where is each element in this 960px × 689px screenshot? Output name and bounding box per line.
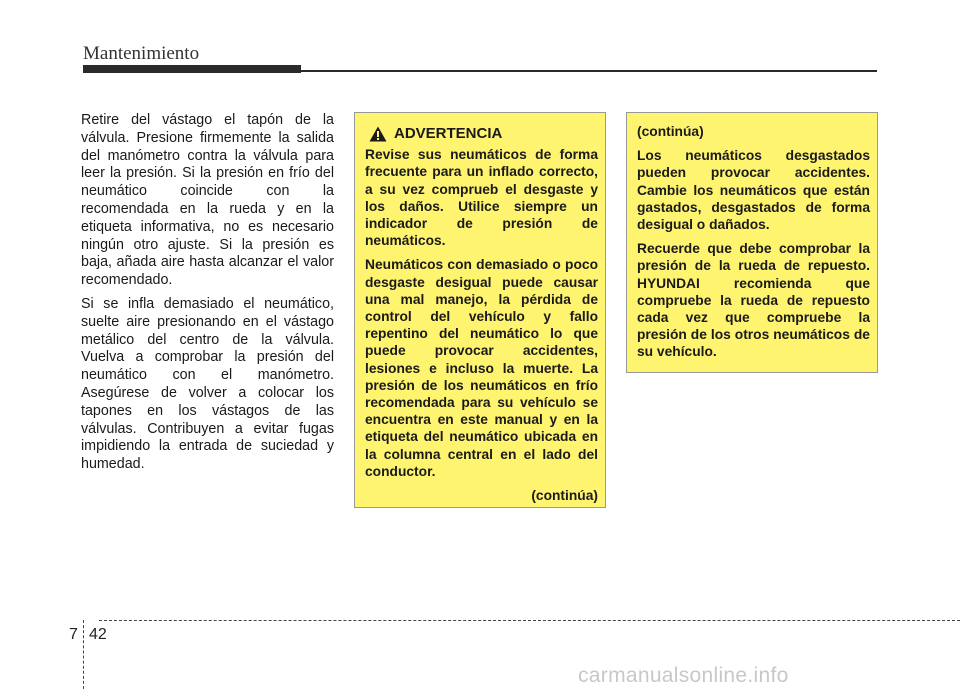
footer-vertical-rule bbox=[83, 620, 84, 689]
warning-paragraph-3: Los neumáticos desgastados pueden provocar accidentes. Cambie los neumáticos que están gastados, desgastados de forma desigual o dañados. bbox=[637, 148, 870, 233]
warning-paragraph-4: Recuerde que debe comprobar la presión de la rueda de repuesto. HYUNDAI recomienda que compruebe la rueda de repuesto cada vez que compruebe la presión de los otros neumáticos de su vehículo. bbox=[637, 241, 870, 360]
header-rule-thick bbox=[83, 65, 301, 73]
warning-paragraph-1: Revise sus neumáticos de forma frecuente para un inflado correcto, a su vez comprueb el desgaste y los daños. Utilice siempre un indicador de presión de neumáticos. bbox=[365, 147, 598, 249]
header-rule-thin bbox=[301, 70, 877, 72]
body-paragraph-1: Retire del vástago el tapón de la válvula. Presione firmemente la salida del manómetro contra la válvula para leer la presión. Si la presión en frío del neumático coincide con la recomendada en la rueda y en la etiqueta informativa, no es necesario ningún otro ajuste. Si la presión es baja, añada aire hasta alcanzar el valor recomendado. bbox=[81, 112, 334, 289]
warning-triangle-icon bbox=[369, 126, 387, 142]
warning-heading bbox=[369, 125, 598, 142]
warning-box-left bbox=[354, 112, 606, 508]
continued-header: (continúa) bbox=[637, 124, 704, 139]
chapter-number: 7 bbox=[69, 626, 78, 643]
section-title: Mantenimiento bbox=[83, 43, 200, 64]
watermark: carmanualsonline.info bbox=[578, 664, 789, 687]
warning-box-right bbox=[626, 112, 878, 373]
footer-horizontal-rule bbox=[99, 620, 960, 621]
warning-paragraph-2: Neumáticos con demasiado o poco desgaste desigual puede causar una mal manejo, la pérdida de control del vehículo y fallo repentino del neumático lo que puede provocar accidentes, lesiones e incluso la muerte. La presión de los neumáticos en frío recomendada para su vehículo se encuentra en este manual y en la etiqueta del neumático ubicada en la columna central en el lado del conductor. bbox=[365, 257, 598, 479]
page-number: 42 bbox=[89, 626, 107, 643]
body-paragraph-2: Si se infla demasiado el neumático, suelte aire presionando en el vástago metálico del centro de la válvula. Vuelva a comprobar la presión del neumático con el manómetro. Asegúrese de volver a colocar los tapones en los vástagos de las válvulas. Contribuyen a evitar fugas impidiendo la entrada de suciedad y humedad. bbox=[81, 295, 334, 473]
warning-title: ADVERTENCIA bbox=[394, 125, 503, 142]
continued-label: (continúa) bbox=[531, 488, 598, 504]
body-column bbox=[81, 112, 334, 480]
